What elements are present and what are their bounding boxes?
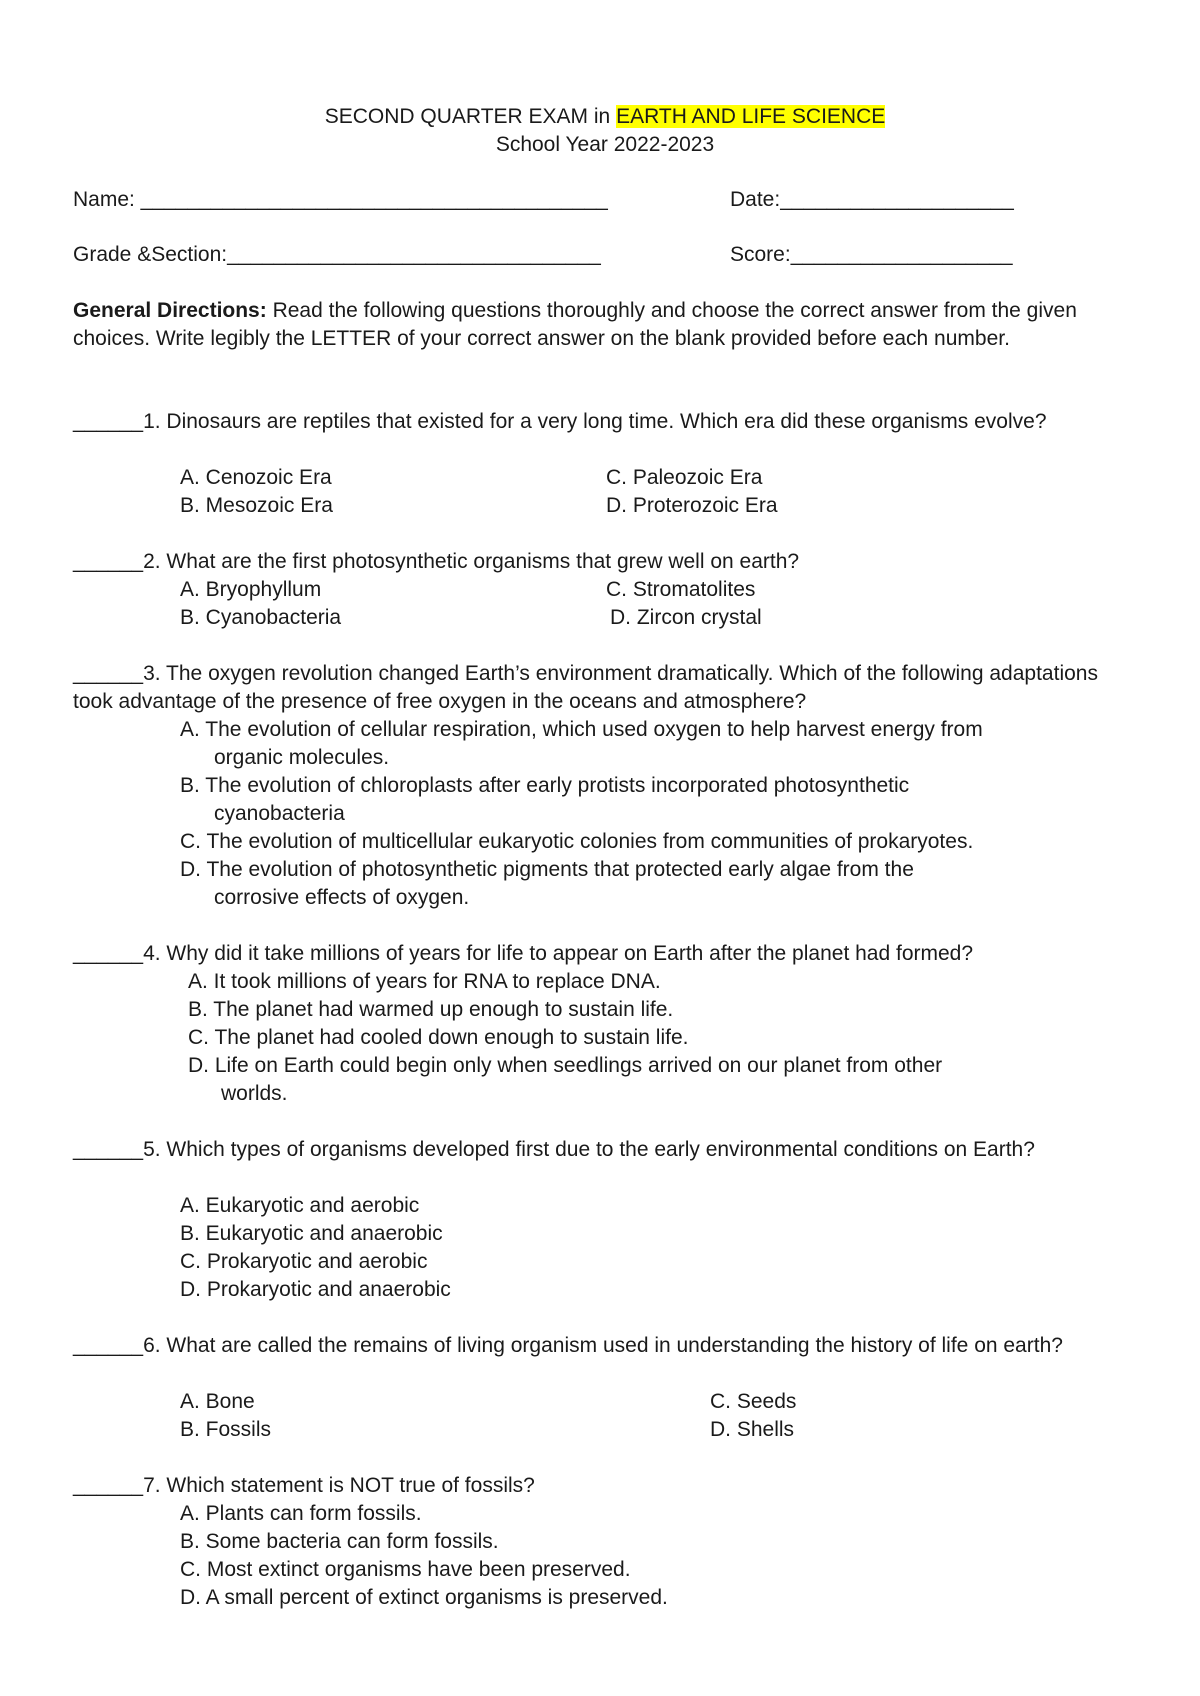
answer-blank: ______ bbox=[73, 550, 144, 573]
option-b: B. Fossils bbox=[180, 1418, 272, 1441]
option-a: A. Bryophyllum bbox=[180, 578, 322, 601]
question-1 bbox=[73, 408, 1133, 436]
name-field: Name: ________________________________________ bbox=[73, 188, 608, 211]
answer-blank: ______ bbox=[73, 942, 144, 965]
question-text: 3. The oxygen revolution changed Earth’s environment dramatically. Which of the following adaptations took advantage of the presence of free oxygen in the oceans and atmosphere? bbox=[73, 662, 1098, 713]
question-7 bbox=[73, 1472, 1133, 1500]
subject-highlight: EARTH AND LIFE SCIENCE bbox=[616, 105, 886, 128]
school-year: School Year 2022-2023 bbox=[495, 133, 715, 156]
option-d: D. A small percent of extinct organisms is preserved. bbox=[180, 1586, 668, 1609]
option-c: C. Paleozoic Era bbox=[606, 466, 763, 489]
option-d: D. Shells bbox=[710, 1418, 795, 1441]
option-c: C. Stromatolites bbox=[606, 578, 756, 601]
grade-section-field: Grade &Section:________________________________ bbox=[73, 243, 601, 266]
option-c: C. The planet had cooled down enough to sustain life. bbox=[188, 1026, 689, 1049]
answer-blank: ______ bbox=[73, 1138, 144, 1161]
option-c: C. Most extinct organisms have been preserved. bbox=[180, 1558, 631, 1581]
option-d: D. The evolution of photosynthetic pigments that protected early algae from the bbox=[180, 858, 914, 881]
option-b: B. The evolution of chloroplasts after early protists incorporated photosynthetic bbox=[180, 774, 910, 797]
option-a: A. Eukaryotic and aerobic bbox=[180, 1194, 420, 1217]
option-b: B. Eukaryotic and anaerobic bbox=[180, 1222, 443, 1245]
question-6 bbox=[73, 1332, 1133, 1360]
option-d-continued: worlds. bbox=[221, 1082, 288, 1105]
option-a: A. Bone bbox=[180, 1390, 255, 1413]
question-2 bbox=[73, 548, 1133, 576]
question-text: 7. Which statement is NOT true of fossils? bbox=[143, 1474, 535, 1497]
directions-text: Read the following questions thoroughly and choose the correct answer from the given choices. Write legibly the LETTER of your correct answer on the blank provided before each number. bbox=[73, 299, 1077, 350]
option-b: B. Mesozoic Era bbox=[180, 494, 333, 517]
option-b: B. Some bacteria can form fossils. bbox=[180, 1530, 499, 1553]
option-d: D. Proterozoic Era bbox=[606, 494, 778, 517]
option-c: C. The evolution of multicellular eukaryotic colonies from communities of prokaryotes. bbox=[180, 830, 974, 853]
question-text: 5. Which types of organisms developed first due to the early environmental conditions on Earth? bbox=[143, 1138, 1035, 1161]
option-d: D. Prokaryotic and anaerobic bbox=[180, 1278, 451, 1301]
answer-blank: ______ bbox=[73, 1334, 144, 1357]
question-text: 4. Why did it take millions of years for life to appear on Earth after the planet had formed? bbox=[143, 942, 974, 965]
answer-blank: ______ bbox=[73, 410, 144, 433]
option-b: B. Cyanobacteria bbox=[180, 606, 342, 629]
option-b-continued: cyanobacteria bbox=[214, 802, 345, 825]
option-a-continued: organic molecules. bbox=[214, 746, 390, 769]
question-text: 1. Dinosaurs are reptiles that existed for a very long time. Which era did these organisms evolve? bbox=[143, 410, 1047, 433]
option-b: B. The planet had warmed up enough to sustain life. bbox=[188, 998, 674, 1021]
option-c: C. Prokaryotic and aerobic bbox=[180, 1250, 428, 1273]
answer-blank: ______ bbox=[73, 662, 144, 685]
option-a: A. The evolution of cellular respiration, which used oxygen to help harvest energy from bbox=[180, 718, 983, 741]
option-d-continued: corrosive effects of oxygen. bbox=[214, 886, 470, 909]
title-prefix: SECOND QUARTER EXAM in bbox=[324, 105, 617, 128]
option-a: A. It took millions of years for RNA to replace DNA. bbox=[188, 970, 661, 993]
question-text: 6. What are called the remains of living organism used in understanding the history of life on earth? bbox=[143, 1334, 1063, 1357]
option-d: D. Life on Earth could begin only when seedlings arrived on our planet from other bbox=[188, 1054, 943, 1077]
general-directions bbox=[73, 297, 1138, 353]
date-field: Date:____________________ bbox=[730, 188, 1014, 211]
question-4 bbox=[73, 940, 1133, 968]
option-a: A. Plants can form fossils. bbox=[180, 1502, 422, 1525]
score-field: Score:___________________ bbox=[730, 243, 1013, 266]
question-5 bbox=[73, 1136, 1133, 1164]
directions-label: General Directions: bbox=[73, 299, 267, 322]
question-text: 2. What are the first photosynthetic organisms that grew well on earth? bbox=[143, 550, 800, 573]
option-d: D. Zircon crystal bbox=[610, 606, 762, 629]
option-c: C. Seeds bbox=[710, 1390, 797, 1413]
question-3 bbox=[73, 660, 1133, 716]
option-a: A. Cenozoic Era bbox=[180, 466, 332, 489]
answer-blank: ______ bbox=[73, 1474, 144, 1497]
exam-title bbox=[0, 103, 1200, 131]
